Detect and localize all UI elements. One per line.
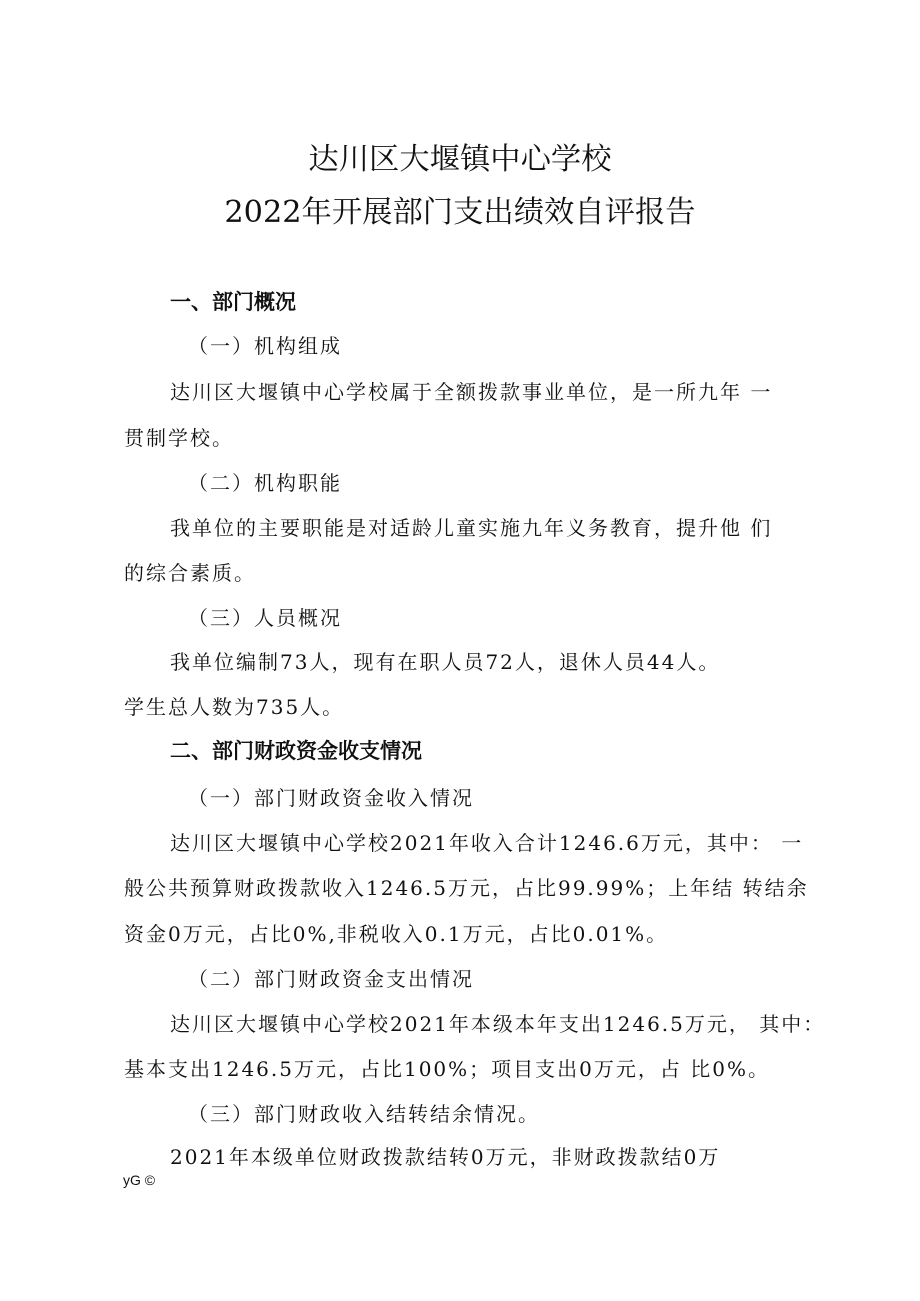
- section-1-sub-3-line-2: 学生总人数为735人。: [124, 695, 345, 719]
- section-2-sub-3-line-1: 2021年本级单位财政拨款结转0万元，非财政拨款结0万: [170, 1145, 721, 1169]
- section-2-sub-2-line-2: 基本支出1246.5万元，占比100%；项目支出0万元，占 比0%。: [124, 1057, 770, 1081]
- section-2-heading: 二、部门财政资金收支情况: [170, 739, 422, 763]
- section-2-sub-1-line-1: 达川区大堰镇中心学校2021年收入合计1246.6万元，其中： 一: [170, 831, 804, 855]
- section-2-sub-1-heading: （一）部门财政资金收入情况: [188, 786, 474, 810]
- section-1-sub-1-line-2: 贯制学校。: [124, 426, 234, 450]
- section-1-heading: 一、部门概况: [170, 290, 296, 314]
- title-line-2: 2022年开展部门支出绩效自评报告: [224, 195, 696, 230]
- section-1-sub-1-heading: （一）机构组成: [188, 334, 342, 358]
- section-1-sub-2-line-1: 我单位的主要职能是对适龄儿童实施九年义务教育，提升他 们: [170, 516, 773, 540]
- section-2-sub-2-line-1: 达川区大堰镇中心学校2021年本级本年支出1246.5万元， 其中：: [170, 1012, 826, 1036]
- section-2-sub-3-heading: （三）部门财政收入结转结余情况。: [188, 1102, 540, 1126]
- section-1-sub-2-line-2: 的综合素质。: [124, 561, 256, 585]
- section-2-sub-2-heading: （二）部门财政资金支出情况: [188, 967, 474, 991]
- footer-mark: yG ©: [123, 1172, 156, 1188]
- title-line-1: 达川区大堰镇中心学校: [308, 142, 612, 177]
- section-1-sub-1-line-1: 达川区大堰镇中心学校属于全额拨款事业单位，是一所九年 一: [170, 380, 773, 404]
- section-2-sub-1-line-2: 般公共预算财政拨款收入1246.5万元，占比99.99%；上年结 转结余: [124, 876, 809, 900]
- section-2-sub-1-line-3: 资金0万元，占比0%,非税收入0.1万元，占比0.01%。: [124, 922, 669, 946]
- section-1-sub-3-heading: （三）人员概况: [188, 606, 342, 630]
- section-1-sub-2-heading: （二）机构职能: [188, 471, 342, 495]
- section-1-sub-3-line-1: 我单位编制73人，现有在职人员72人，退休人员44人。: [170, 650, 721, 674]
